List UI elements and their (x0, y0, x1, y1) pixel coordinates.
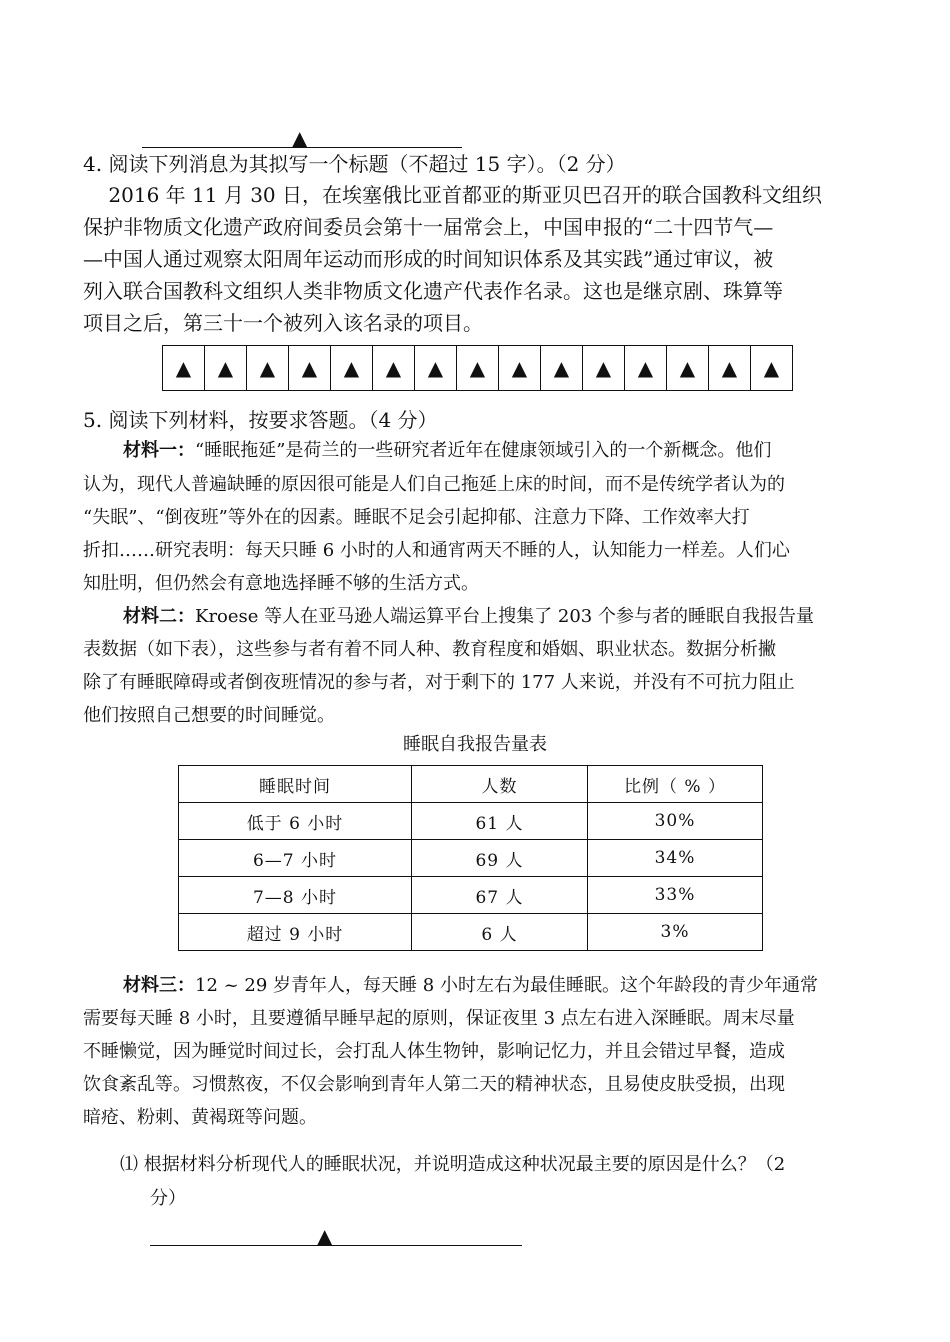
answer-marker-top: ▲ (292, 126, 308, 150)
material-1-line-3: “失眠”、“倒夜班”等外在的因素。睡眠不足会引起抑郁、注意力下降、工作效率大打 (83, 507, 750, 528)
material-1-line-4: 折扣……研究表明：每天只睡 6 小时的人和通宵两天不睡的人，认知能力一样差。人们心 (83, 540, 790, 561)
answer-marker-bottom: ▲ (317, 1224, 333, 1248)
material-2-text: Kroese 等人在亚马逊人端运算平台上搜集了 203 个参与者的睡眠自我报告量 (195, 606, 814, 627)
q4-text-line-2: 保护非物质文化遗产政府间委员会第十一届常会上，中国申报的“二十四节气— (83, 215, 774, 239)
answer-grid-cell[interactable]: ▲ (499, 346, 541, 390)
answer-grid-cell[interactable]: ▲ (625, 346, 667, 390)
material-1-first-line (123, 438, 771, 464)
answer-grid-cell[interactable]: ▲ (247, 346, 289, 390)
material-2-line-3: 除了有睡眠障碍或者倒夜班情况的参与者，对于剩下的 177 人来说，并没有不可抗力阻止 (83, 672, 795, 693)
table-cell: 7—8 小时 (179, 877, 412, 914)
answer-grid-cell[interactable]: ▲ (667, 346, 709, 390)
answer-grid-cell[interactable]: ▲ (331, 346, 373, 390)
table-row (179, 803, 763, 840)
answer-grid-cell[interactable]: ▲ (709, 346, 751, 390)
material-2-line-2: 表数据（如下表），这些参与者有着不同人种、教育程度和婚姻、职业状态。数据分析撇 (83, 639, 776, 660)
material-3-label: 材料三： (123, 975, 195, 996)
answer-grid-cell[interactable]: ▲ (289, 346, 331, 390)
material-3-text: 12 ~ 29 岁青年人，每天睡 8 小时左右为最佳睡眠。这个年龄段的青少年通常 (195, 975, 818, 996)
answer-grid-cell[interactable]: ▲ (541, 346, 583, 390)
table-cell: 30% (588, 803, 763, 840)
material-1-line-2: 认为，现代人普遍缺睡的原因很可能是人们自己拖延上床的时间，而不是传统学者认为的 (83, 474, 785, 495)
answer-grid-cell[interactable]: ▲ (163, 346, 205, 390)
table-cell: 6 人 (412, 914, 588, 951)
table-title: 睡眠自我报告量表 (403, 734, 547, 755)
answer-grid-cell[interactable]: ▲ (373, 346, 415, 390)
sleep-report-table (178, 765, 763, 951)
answer-grid-cell[interactable]: ▲ (583, 346, 625, 390)
q4-text-line-3: —中国人通过观察太阳周年运动而形成的时间知识体系及其实践”通过审议，被 (83, 247, 774, 271)
table-cell: 61 人 (412, 803, 588, 840)
q4-text-line-4: 列入联合国教科文组织人类非物质文化遗产代表作名录。这也是继京剧、珠算等 (83, 279, 783, 303)
answer-grid[interactable] (162, 345, 793, 391)
material-3-first-line (123, 973, 818, 999)
table-header-cell: 比例（ % ） (588, 766, 763, 803)
table-row (179, 877, 763, 914)
answer-grid-cell[interactable]: ▲ (415, 346, 457, 390)
material-2-label: 材料二： (123, 606, 195, 627)
table-cell: 3% (588, 914, 763, 951)
sub-question-1-line-1: ⑴ 根据材料分析现代人的睡眠状况，并说明造成这种状况最主要的原因是什么？（2 (120, 1154, 786, 1175)
table-cell: 67 人 (412, 877, 588, 914)
table-header-row (179, 766, 763, 803)
material-1-label: 材料一： (123, 440, 195, 461)
table-cell: 33% (588, 877, 763, 914)
table-cell: 超过 9 小时 (179, 914, 412, 951)
answer-grid-cell[interactable]: ▲ (457, 346, 499, 390)
question-5-heading: 5. 阅读下列材料，按要求答题。（4 分） (83, 408, 438, 432)
q4-text-line-5: 项目之后，第三十一个被列入该名录的项目。 (83, 311, 483, 335)
table-cell: 6—7 小时 (179, 840, 412, 877)
material-3-line-5: 暗疮、粉刺、黄褐斑等问题。 (83, 1107, 317, 1128)
material-3-line-2: 需要每天睡 8 小时，且要遵循早睡早起的原则，保证夜里 3 点左右进入深睡眠。周末尽量 (83, 1008, 795, 1029)
table-row (179, 840, 763, 877)
answer-grid-cell[interactable]: ▲ (205, 346, 247, 390)
table-row (179, 914, 763, 951)
sub-question-1-line-2: 分） (150, 1188, 186, 1209)
table-cell: 34% (588, 840, 763, 877)
answer-grid-cell[interactable]: ▲ (763, 356, 780, 380)
answer-line-bottom[interactable] (150, 1245, 522, 1246)
table-header-cell: 人数 (412, 766, 588, 803)
material-1-text: “睡眠拖延”是荷兰的一些研究者近年在健康领域引入的一个新概念。他们 (195, 440, 772, 461)
table-cell: 低于 6 小时 (179, 803, 412, 840)
q4-text-line-1: 2016 年 11 月 30 日，在埃塞俄比亚首都亚的斯亚贝巴召开的联合国教科文组织 (83, 183, 823, 207)
table-cell: 69 人 (412, 840, 588, 877)
material-1-line-5: 知肚明，但仍然会有意地选择睡不够的生活方式。 (83, 573, 479, 594)
material-2-line-4: 他们按照自己想要的时间睡觉。 (83, 705, 335, 726)
material-2-first-line (123, 604, 814, 630)
material-3-line-4: 饮食紊乱等。习惯熬夜，不仅会影响到青年人第二天的精神状态，且易使皮肤受损，出现 (83, 1074, 785, 1095)
table-header-cell: 睡眠时间 (179, 766, 412, 803)
material-3-line-3: 不睡懒觉，因为睡觉时间过长，会打乱人体生物钟，影响记忆力，并且会错过早餐，造成 (83, 1041, 785, 1062)
question-4-heading: 4. 阅读下列消息为其拟写一个标题（不超过 15 字）。（2 分） (83, 152, 626, 176)
